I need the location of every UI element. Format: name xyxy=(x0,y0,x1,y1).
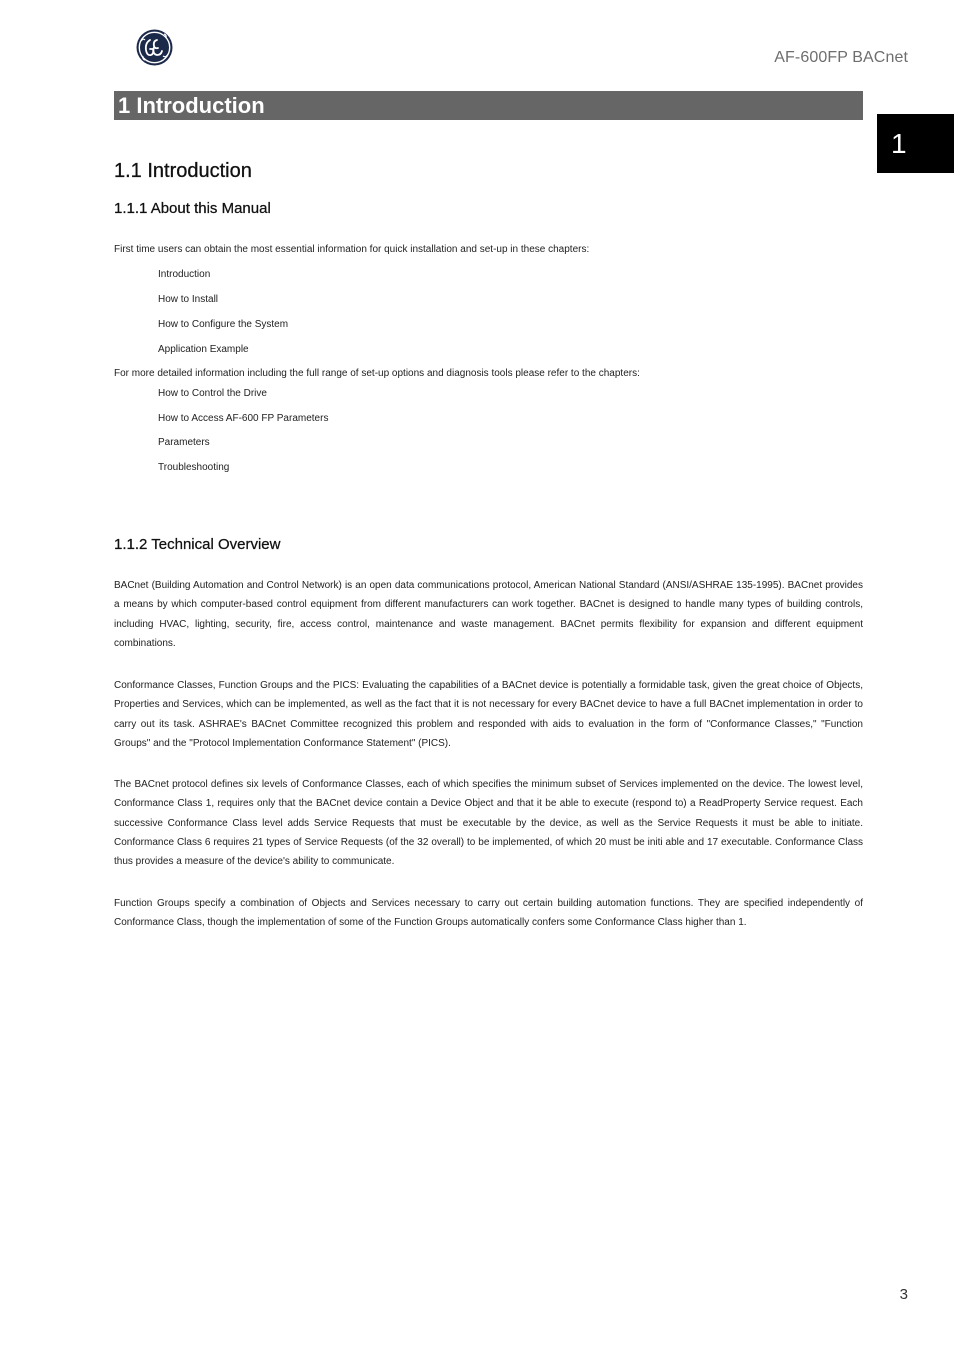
section-heading-1-1: 1.1 Introduction xyxy=(114,160,252,182)
section-heading-1-1-1: 1.1.1 About this Manual xyxy=(114,200,271,217)
list-item: How to Configure the System xyxy=(158,319,289,330)
list-item: Introduction xyxy=(158,269,211,280)
list-item: Application Example xyxy=(158,344,249,355)
list-item: How to Install xyxy=(158,294,219,305)
list-item: Parameters xyxy=(158,437,210,448)
list-item: How to Control the Drive xyxy=(158,388,267,399)
paragraph-conformance-classes: Conformance Classes, Function Groups and the PICS: Evaluating the capabilities of a BACnet device is potentially a formidable task, given the great choice of Objects, Properties and Services, which can be implemented, as well as the fact that it is not necessary for every BACnet device to have a full BACnet implementation in order to carry out its task. ASHRAE's BACnet Committee recognized this problem and responded with aids to evaluation in the form of "Conformance Classes," "Function Groups" and the "Protocol Implementation Conformance Statement" (PICS). xyxy=(114,680,863,749)
detail-chapters-intro: For more detailed information including the full range of set-up options and diagnosis tools please refer to the chapters: xyxy=(114,368,640,379)
list-item: Troubleshooting xyxy=(158,462,230,473)
chapter-number-tab: 1 xyxy=(877,114,954,173)
list-item: How to Access AF-600 FP Parameters xyxy=(158,413,329,424)
paragraph-bacnet-overview: BACnet (Building Automation and Control Network) is an open data communications protocol, American National Standard (ANSI/ASHRAE 135-1995). BACnet provides a means by which computer-based control equipment from different manufacturers can work together. BACnet is designed to handle many types of building controls, including HVAC, lighting, security, fire, access control, maintenance and waste management. BACnet permits flexibility for expansion and different equipment combinations. xyxy=(114,580,863,649)
ge-logo-icon xyxy=(136,29,173,66)
section-heading-1-1-2: 1.1.2 Technical Overview xyxy=(114,536,281,553)
chapter-heading-bar: 1 Introduction xyxy=(114,91,863,120)
page-number: 3 xyxy=(899,1286,908,1303)
paragraph-conformance-levels: The BACnet protocol defines six levels of Conformance Classes, each of which specifies the minimum subset of Services implemented on the device. The lowest level, Conformance Class 1, requires only that the BACnet device contain a Device Object and that it be able to execute (respond to) a ReadProperty Service request. Each successive Conformance Class level adds Service Requests that must be executable by the device, as well as the Service Requests it must be able to initiate. Conformance Class 6 requires 21 types of Service Requests (of the 32 overall) to be implemented, of which 20 must be initi able and 17 executable. Conformance Class thus provides a measure of the device's ability to communicate. xyxy=(114,779,863,868)
paragraph-function-groups: Function Groups specify a combination of Objects and Services necessary to carry out certain building automation functions. They are specified independently of Conformance Class, though the implementation of some of the Function Groups automatically confers some Conformance Class higher than 1. xyxy=(114,898,863,929)
document-title: AF-600FP BACnet xyxy=(774,49,908,66)
quick-chapters-intro: First time users can obtain the most essential information for quick installation and set-up in these chapters: xyxy=(114,244,590,255)
